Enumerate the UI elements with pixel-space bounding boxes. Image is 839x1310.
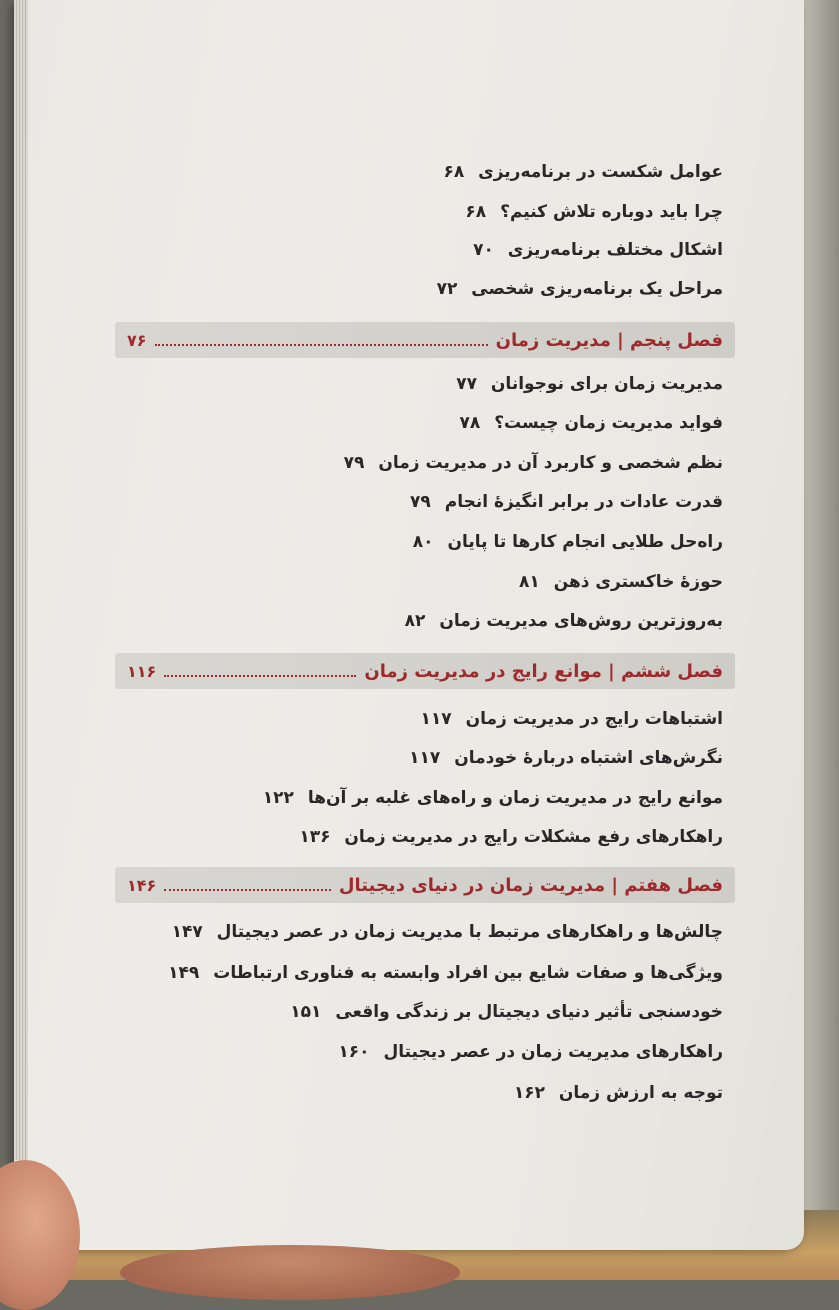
toc-entry xyxy=(421,707,723,731)
toc-entry-title: راهکارهای مدیریت زمان در عصر دیجیتال xyxy=(383,1042,723,1062)
toc-entry xyxy=(410,490,723,514)
toc-entry-title: چرا باید دوباره تلاش کنیم؟ xyxy=(500,202,723,222)
toc-entry-page: ۸۲ xyxy=(404,611,426,631)
toc-entry-page: ۱۵۱ xyxy=(290,1002,322,1022)
toc-entry xyxy=(344,451,723,475)
toc-entry-title: چالش‌ها و راهکارهای مرتبط با مدیریت زمان در عصر دیجیتال xyxy=(216,922,723,942)
toc-entry-page: ۱۲۲ xyxy=(262,788,294,808)
dot-leader xyxy=(164,673,356,677)
chapter-title: فصل پنجم | مدیریت زمان xyxy=(495,329,723,351)
toc-entry xyxy=(519,570,723,594)
toc-entry-page: ۱۶۰ xyxy=(338,1042,370,1062)
toc-entry-page: ۷۰ xyxy=(473,240,494,260)
toc-entry xyxy=(299,825,723,849)
toc-entry xyxy=(338,1040,723,1064)
toc-entry-title: مدیریت زمان برای نوجوانان xyxy=(490,374,723,394)
toc-entry-page: ۱۴۹ xyxy=(168,963,200,983)
toc-entry-title: عوامل شکست در برنامه‌ریزی xyxy=(478,162,723,182)
toc-entry xyxy=(168,961,723,985)
toc-entry-title: اشتباهات رایج در مدیریت زمان xyxy=(465,709,723,729)
toc-entry-title: نظم شخصی و کاربرد آن در مدیریت زمان xyxy=(378,453,723,473)
toc-entry-page: ۱۶۲ xyxy=(513,1083,545,1103)
toc-entry-page: ۷۹ xyxy=(410,492,431,512)
toc-entry-title: توجه به ارزش زمان xyxy=(558,1083,723,1103)
finger xyxy=(120,1245,460,1300)
toc-entry xyxy=(405,609,723,633)
toc-entry xyxy=(409,746,723,770)
toc-entry xyxy=(172,920,723,944)
chapter-title: فصل ششم | موانع رایج در مدیریت زمان xyxy=(364,660,723,682)
toc-entry-page: ۱۳۶ xyxy=(299,827,331,847)
toc-entry-page: ۱۱۷ xyxy=(409,748,441,768)
toc-entry xyxy=(473,238,723,262)
toc-entry-page: ۷۹ xyxy=(343,453,365,473)
toc-entry-title: قدرت عادات در برابر انگیزهٔ انجام xyxy=(444,492,723,512)
toc-entry xyxy=(437,277,723,301)
toc-entry xyxy=(413,530,723,554)
toc-entry xyxy=(443,160,723,184)
toc-entry-page: ۶۸ xyxy=(465,202,487,222)
toc-entry-title: خودسنجی تأثیر دنیای دیجیتال بر زندگی واقعی xyxy=(335,1002,723,1022)
toc-entry-title: اشکال مختلف برنامه‌ریزی xyxy=(507,240,723,260)
chapter-heading-7 xyxy=(115,867,735,903)
toc-entry-page: ۷۷ xyxy=(456,374,477,394)
toc-entry-title: موانع رایج در مدیریت زمان و راه‌های غلبه بر آن‌ها xyxy=(307,788,723,808)
dot-leader xyxy=(164,887,331,891)
chapter-title: فصل هفتم | مدیریت زمان در دنیای دیجیتال xyxy=(338,874,723,896)
toc-entry-page: ۱۱۷ xyxy=(420,709,452,729)
toc-entry xyxy=(465,200,723,224)
toc-entry-title: مراحل یک برنامه‌ریزی شخصی xyxy=(471,279,723,299)
toc-entry-page: ۸۱ xyxy=(519,572,540,592)
chapter-page: ۷۶ xyxy=(127,330,147,350)
toc-entry-title: ویژگی‌ها و صفات شایع بین افراد وابسته به فناوری ارتباطات xyxy=(213,963,723,983)
toc-entry xyxy=(460,411,724,435)
toc-entry-title: فواید مدیریت زمان چیست؟ xyxy=(494,413,723,433)
toc-entry-page: ۷۲ xyxy=(436,279,458,299)
chapter-page: ۱۱۶ xyxy=(127,661,157,681)
toc-entry-title: راهکارهای رفع مشکلات رایج در مدیریت زمان xyxy=(344,827,723,847)
toc-entry-title: نگرش‌های اشتباه دربارهٔ خودمان xyxy=(454,748,723,768)
chapter-page: ۱۴۶ xyxy=(127,875,157,895)
toc-entry xyxy=(456,372,723,396)
toc-entry-page: ۱۴۷ xyxy=(171,922,203,942)
toc-entry-page: ۷۸ xyxy=(459,413,481,433)
toc-entry-title: حوزهٔ خاکستری ذهن xyxy=(553,572,723,592)
toc-entry xyxy=(290,1000,723,1024)
chapter-heading-6 xyxy=(115,653,735,689)
dot-leader xyxy=(155,342,488,346)
toc-entry-page: ۶۸ xyxy=(443,162,465,182)
toc-entry xyxy=(263,786,723,810)
toc-entry-page: ۸۰ xyxy=(412,532,434,552)
chapter-heading-5 xyxy=(115,322,735,358)
toc-entry xyxy=(514,1081,723,1105)
toc-entry-title: راه‌حل طلایی انجام کارها تا پایان xyxy=(447,532,723,552)
toc-entry-title: به‌روزترین روش‌های مدیریت زمان xyxy=(439,611,723,631)
